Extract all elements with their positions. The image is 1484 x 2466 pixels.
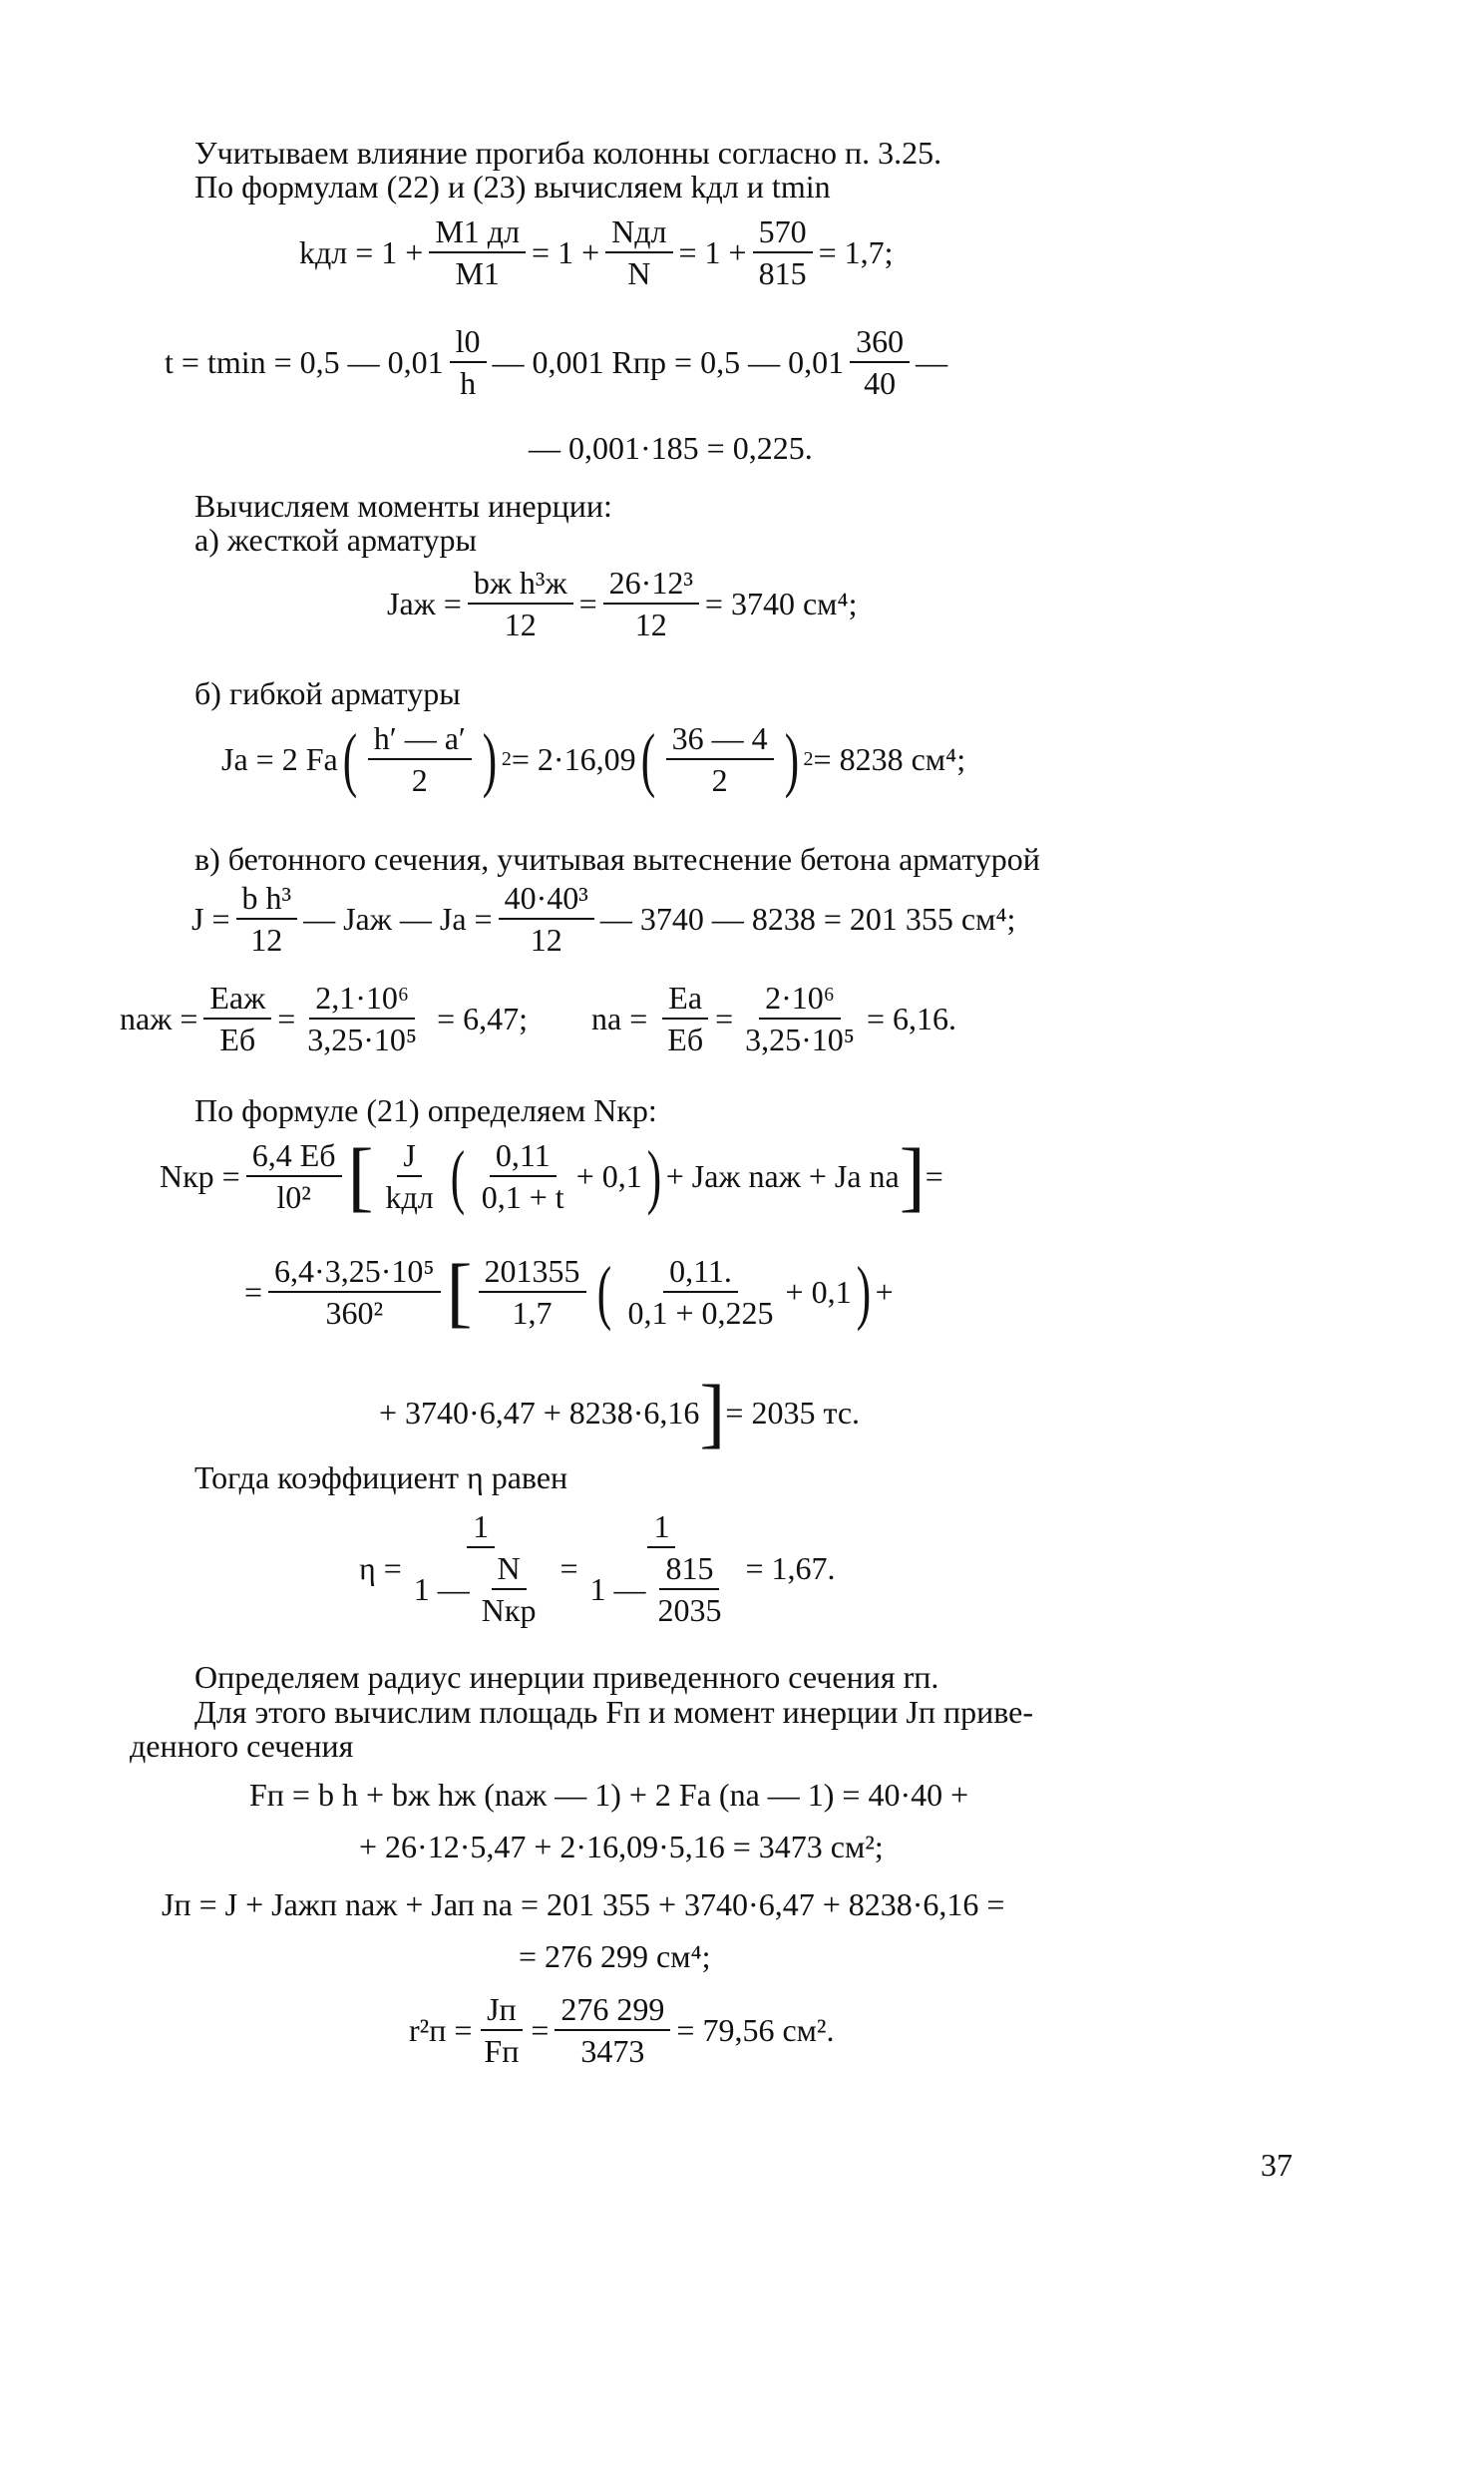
numerator: 815 bbox=[659, 1550, 719, 1590]
numerator: Nдл bbox=[605, 213, 672, 253]
fraction bbox=[555, 1991, 670, 2069]
denominator: 12 bbox=[530, 922, 562, 958]
equation-t-continued: — 0,001·185 = 0,225. bbox=[529, 430, 813, 466]
eq-text: = 79,56 см². bbox=[676, 2012, 835, 2048]
paren-left: ( bbox=[640, 719, 655, 799]
eq-text: — 0,001 Rпр = 0,5 — 0,01 bbox=[492, 344, 845, 380]
eq-text: + 0,1 bbox=[575, 1158, 642, 1194]
equation-k-dl bbox=[299, 213, 894, 291]
numerator: 201355 bbox=[479, 1253, 586, 1293]
equation-n-kr-3 bbox=[379, 1369, 861, 1455]
equation-j-azh: Jаж = $\frac{\text{bж h³ж}}{12}$ = $\frac{\text{26·12³}}{12}$ = 3740 см⁴; bbox=[387, 565, 858, 642]
paren-right: ) bbox=[856, 1252, 871, 1332]
eq-text: = 2·16,09 bbox=[511, 741, 636, 777]
paren-right: ) bbox=[784, 719, 799, 799]
paragraph-line: По формулам (22) и (23) вычисляем kдл и tmin bbox=[194, 169, 831, 205]
fraction bbox=[468, 565, 573, 642]
denominator: 360² bbox=[325, 1295, 384, 1331]
bracket-left: [ bbox=[446, 1248, 473, 1335]
numerator: 0,11 bbox=[490, 1137, 556, 1177]
paren-right: ) bbox=[646, 1136, 661, 1216]
numerator: J bbox=[397, 1137, 421, 1177]
paragraph-line: Определяем радиус инерции приведенного сечения rп. bbox=[194, 1659, 939, 1695]
fraction bbox=[666, 720, 774, 798]
denominator: Fп bbox=[484, 2033, 520, 2069]
denominator: 2 bbox=[411, 762, 428, 798]
numerator: bж h³ж bbox=[468, 565, 573, 605]
numerator: 26·12³ bbox=[603, 565, 699, 605]
fraction bbox=[246, 1137, 342, 1215]
equation-r-p: r²п = $\frac{Jп}{Fп}$ = $\frac{276 299}{3473}$ = 79,56 см². bbox=[409, 1991, 835, 2069]
equation-eta: η = 1 1 — $\frac{N}{\text{Nкр}}$ = 1 1 — $\frac{815}{2035}$ = 1,67. bbox=[359, 1508, 836, 1628]
denominator: 3,25·10⁵ bbox=[745, 1022, 855, 1057]
eq-text: = bbox=[925, 1158, 943, 1194]
denominator: 2 bbox=[711, 762, 728, 798]
denominator: 2035 bbox=[657, 1592, 722, 1628]
fraction bbox=[478, 1991, 525, 2069]
equation-f-p: Fп = b h + bж hж (nаж — 1) + 2 Fа (nа — 1) = 40·40 + bbox=[249, 1777, 969, 1813]
denominator: h bbox=[460, 365, 477, 401]
paragraph-line: Вычисляем моменты инерции: bbox=[194, 488, 612, 524]
denominator: 12 bbox=[634, 607, 667, 642]
eq-text: Jа = 2 Fа bbox=[221, 741, 338, 777]
equation-j bbox=[191, 880, 1015, 958]
eq-text: 1 — bbox=[413, 1571, 470, 1607]
numerator: 6,4·3,25·10⁵ bbox=[268, 1253, 440, 1293]
fraction bbox=[268, 1253, 440, 1331]
eq-text: = 3740 см⁴; bbox=[704, 586, 858, 621]
numerator: b h³ bbox=[236, 880, 298, 920]
eq-text: — Jаж — Jа = bbox=[303, 901, 493, 937]
paragraph-line: По формуле (21) определяем Nкр: bbox=[194, 1092, 657, 1128]
paragraph-line: Учитываем влияние прогиба колонны согласно п. 3.25. bbox=[194, 135, 942, 171]
equation-j-p: Jп = J + Jажп nаж + Jап nа = 201 355 + 3740·6,47 + 8238·6,16 = bbox=[162, 1886, 1005, 1922]
equation-j-p-continued: = 276 299 см⁴; bbox=[519, 1938, 711, 1974]
denominator: l0² bbox=[276, 1179, 311, 1215]
paragraph-line: Для этого вычислим площадь Fп и момент инерции Jп приве- bbox=[194, 1694, 1034, 1730]
fraction bbox=[661, 980, 709, 1057]
paren-left: ( bbox=[450, 1136, 465, 1216]
eq-text: = 1 + bbox=[678, 234, 747, 270]
denominator: 0,1 + 0,225 bbox=[627, 1295, 774, 1331]
eq-text: + bbox=[875, 1274, 894, 1310]
fraction bbox=[583, 1508, 739, 1628]
fraction bbox=[605, 213, 672, 291]
denominator bbox=[408, 1548, 555, 1628]
numerator: 1 bbox=[467, 1508, 495, 1548]
eq-text: = 8238 см⁴; bbox=[813, 741, 966, 777]
fraction bbox=[476, 1137, 570, 1215]
eq-text: = bbox=[244, 1274, 263, 1310]
fraction bbox=[450, 323, 487, 401]
numerator: Jп bbox=[481, 1991, 523, 2031]
denominator: Eб bbox=[667, 1022, 704, 1057]
denominator: M1 bbox=[455, 255, 500, 291]
numerator: 40·40³ bbox=[499, 880, 594, 920]
paren-left: ( bbox=[596, 1252, 611, 1332]
fraction bbox=[368, 720, 472, 798]
eq-text: = 2035 тс. bbox=[725, 1395, 861, 1431]
eq-text: = 6,47; nа = bbox=[429, 1001, 656, 1036]
fraction bbox=[739, 980, 861, 1057]
equation-t-min bbox=[165, 323, 947, 401]
denominator: 0,1 + t bbox=[481, 1179, 564, 1215]
paren-left: ( bbox=[342, 719, 357, 799]
fraction bbox=[621, 1253, 779, 1331]
fraction bbox=[476, 1550, 543, 1628]
eq-text: 1 — bbox=[589, 1571, 646, 1607]
numerator: N bbox=[492, 1550, 527, 1590]
numerator: 36 — 4 bbox=[666, 720, 774, 760]
paragraph-line: в) бетонного сечения, учитывая вытеснение бетона арматурой bbox=[194, 841, 1040, 877]
bracket-left: [ bbox=[347, 1132, 374, 1219]
eq-text: nаж = bbox=[120, 1001, 198, 1036]
eq-text: = 1,7; bbox=[818, 234, 894, 270]
fraction bbox=[479, 1253, 586, 1331]
eq-text: = 6,16. bbox=[866, 1001, 956, 1036]
numerator: 570 bbox=[753, 213, 813, 253]
fraction bbox=[429, 213, 526, 291]
eq-text: = 1,67. bbox=[745, 1550, 836, 1586]
eq-text: — 3740 — 8238 = 201 355 см⁴; bbox=[599, 901, 1016, 937]
paren-right: ) bbox=[482, 719, 498, 799]
paragraph-line: а) жесткой арматуры bbox=[194, 522, 477, 558]
fraction bbox=[499, 880, 594, 958]
equation-n: nаж = $\frac{\text{Eаж}}{Eб}$ = $\frac{\text{2,1·10⁶}}{\text{3,25·10⁵}}$ = 6,47; nа = $\frac{Eа}{Eб}$ = $\frac{\text{2·10⁶}}{\text{3,25·10⁵}}$ = 6,16. bbox=[120, 980, 956, 1057]
fraction bbox=[301, 980, 423, 1057]
numerator: 1 bbox=[647, 1508, 675, 1548]
denominator: N bbox=[627, 255, 651, 291]
numerator: 360 bbox=[850, 323, 910, 363]
eq-text: J = bbox=[191, 901, 230, 937]
numerator: Eа bbox=[662, 980, 708, 1020]
fraction bbox=[203, 980, 271, 1057]
numerator: M1 дл bbox=[429, 213, 526, 253]
fraction bbox=[408, 1508, 555, 1628]
eq-text: t = tmin = 0,5 — 0,01 bbox=[165, 344, 444, 380]
paragraph-line: Тогда коэффициент η равен bbox=[194, 1459, 568, 1495]
page-number: 37 bbox=[1261, 2147, 1293, 2183]
eq-text: + 3740·6,47 + 8238·6,16 bbox=[379, 1395, 700, 1431]
fraction bbox=[850, 323, 910, 401]
fraction bbox=[380, 1137, 440, 1215]
paragraph-line: денного сечения bbox=[130, 1728, 354, 1764]
bracket-right: ] bbox=[899, 1132, 926, 1219]
equation-j-a: Jа = 2 Fа ( $\frac{h' — a'}{2}$ ) 2 = 2·16,09 ( $\frac{36 — 4}{2}$ ) 2 = 8238 см⁴; bbox=[221, 719, 966, 799]
fraction bbox=[603, 565, 699, 642]
denominator: kдл bbox=[385, 1179, 434, 1215]
numerator: Eаж bbox=[203, 980, 271, 1020]
eq-text: η = bbox=[359, 1550, 402, 1586]
denominator: 40 bbox=[864, 365, 897, 401]
eq-text: kдл = 1 + bbox=[299, 234, 424, 270]
eq-text: Nкр = bbox=[160, 1158, 240, 1194]
numerator: 0,11. bbox=[663, 1253, 738, 1293]
equation-n-kr bbox=[160, 1132, 943, 1219]
equation-n-kr-2 bbox=[244, 1248, 894, 1335]
numerator: 2·10⁶ bbox=[759, 980, 841, 1020]
eq-text: — bbox=[916, 344, 948, 380]
eq-text: + 0,1 bbox=[785, 1274, 852, 1310]
denominator: 12 bbox=[250, 922, 283, 958]
fraction bbox=[753, 213, 813, 291]
numerator: 2,1·10⁶ bbox=[309, 980, 415, 1020]
denominator: 3473 bbox=[580, 2033, 645, 2069]
denominator bbox=[583, 1548, 739, 1628]
numerator: 6,4 Eб bbox=[246, 1137, 342, 1177]
eq-text: Jаж = bbox=[387, 586, 462, 621]
fraction bbox=[236, 880, 298, 958]
eq-text: r²п = bbox=[409, 2012, 473, 2048]
denominator: 12 bbox=[504, 607, 537, 642]
denominator: 1,7 bbox=[512, 1295, 553, 1331]
denominator: Nкр bbox=[481, 1592, 537, 1628]
numerator: h′ — a′ bbox=[368, 720, 472, 760]
equation-f-p-continued: + 26·12·5,47 + 2·16,09·5,16 = 3473 см²; bbox=[359, 1829, 884, 1864]
denominator: 815 bbox=[758, 255, 807, 291]
eq-text: + Jаж nаж + Jа nа bbox=[665, 1158, 900, 1194]
denominator: Eб bbox=[219, 1022, 256, 1057]
denominator: 3,25·10⁵ bbox=[307, 1022, 418, 1057]
bracket-right: ] bbox=[699, 1369, 726, 1455]
fraction bbox=[651, 1550, 727, 1628]
eq-text: = 1 + bbox=[532, 234, 600, 270]
paragraph-line: б) гибкой арматуры bbox=[194, 675, 461, 711]
numerator: 276 299 bbox=[555, 1991, 670, 2031]
numerator: l0 bbox=[450, 323, 487, 363]
